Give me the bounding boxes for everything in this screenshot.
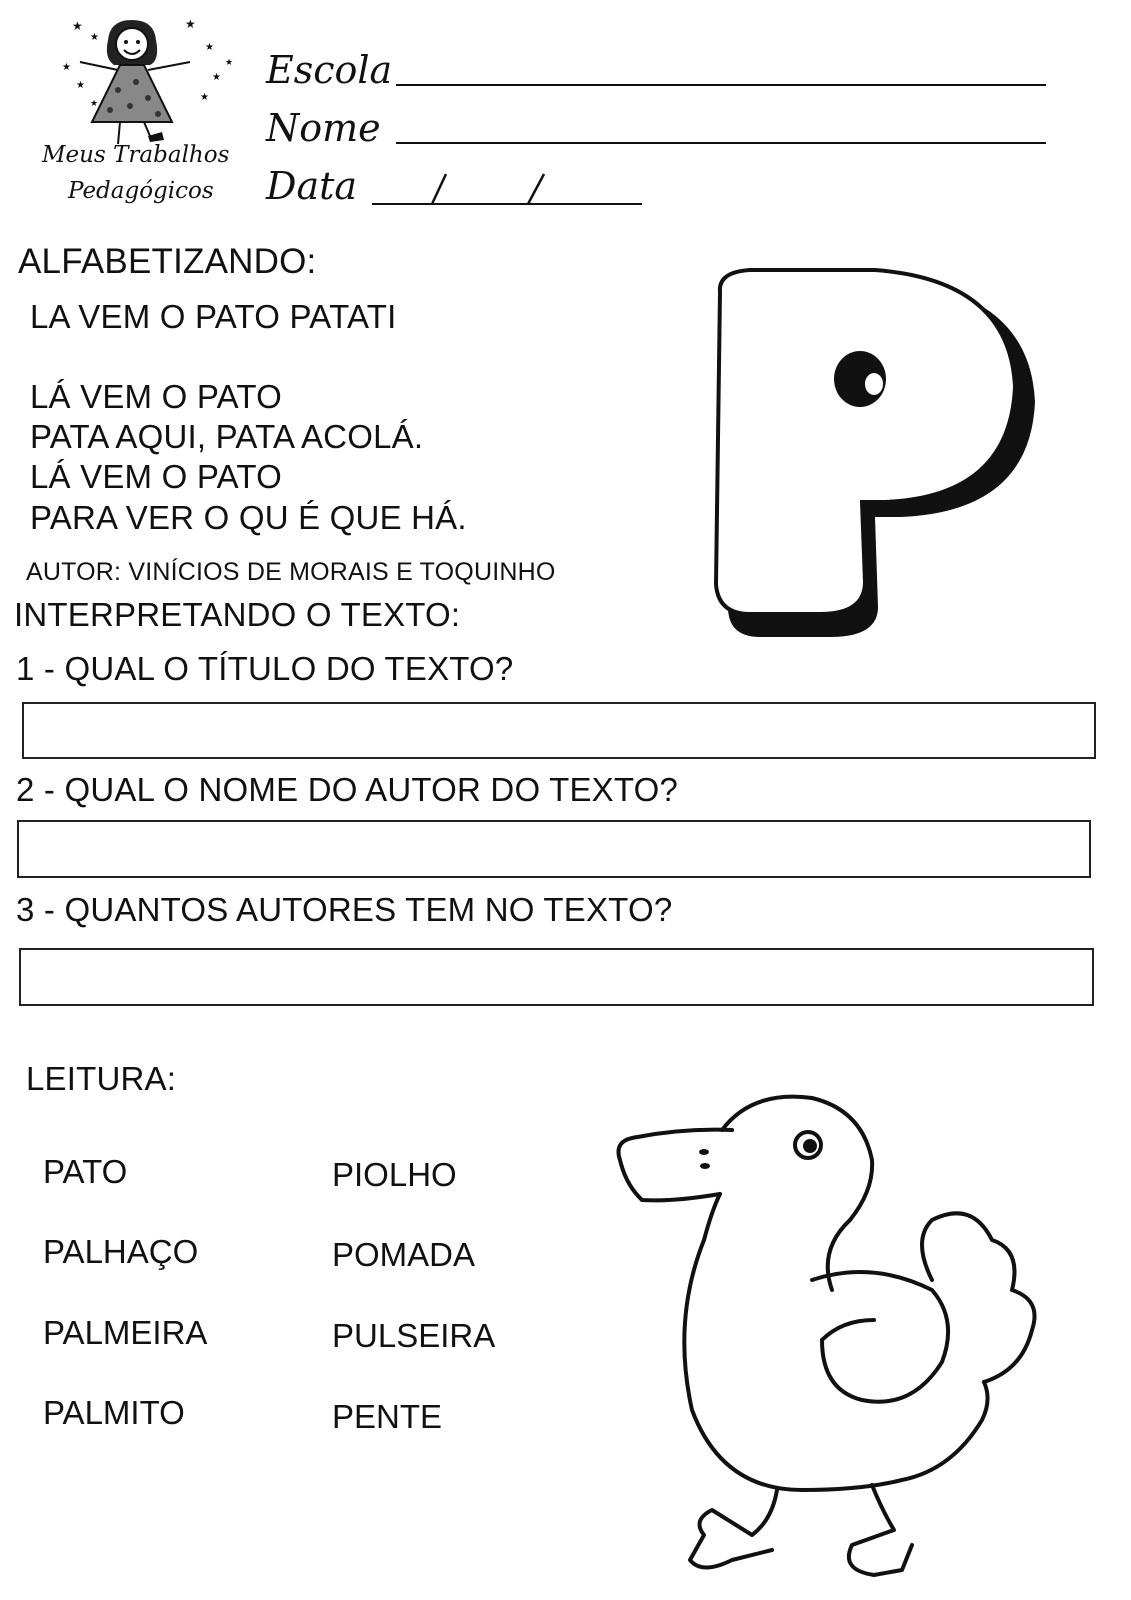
poem-title: LA VEM O PATO PATATI xyxy=(30,298,397,335)
question-2: 2 - QUAL O NOME DO AUTOR DO TEXTO? xyxy=(16,771,679,808)
svg-text:★: ★ xyxy=(62,62,71,73)
svg-text:★: ★ xyxy=(200,92,209,103)
poem-line: LÁ VEM O PATO xyxy=(30,378,283,415)
date-line[interactable] xyxy=(368,168,648,208)
answer-box-3[interactable] xyxy=(19,948,1094,1006)
answer-box-1[interactable] xyxy=(22,702,1096,759)
reading-word: PALHAÇO xyxy=(43,1233,199,1270)
svg-text:★: ★ xyxy=(225,57,234,67)
poem-line: LÁ VEM O PATO xyxy=(30,458,283,495)
reading-word: PULSEIRA xyxy=(332,1317,496,1354)
svg-text:★: ★ xyxy=(72,19,83,33)
svg-text:★: ★ xyxy=(90,98,99,108)
nome-label: Nome xyxy=(266,106,381,150)
reading-word: PIOLHO xyxy=(332,1156,457,1193)
svg-text:★: ★ xyxy=(76,80,85,91)
poem-line: PATA AQUI, PATA ACOLÁ. xyxy=(30,418,424,455)
question-3: 3 - QUANTOS AUTORES TEM NO TEXTO? xyxy=(16,891,673,928)
logo-text-line2: Pedagógicos xyxy=(68,178,214,204)
svg-text:★: ★ xyxy=(212,72,221,83)
reading-word: PALMITO xyxy=(43,1394,185,1431)
poem-author: AUTOR: VINÍCIOS DE MORAIS E TOQUINHO xyxy=(26,558,556,586)
logo-text-line1: Meus Trabalhos xyxy=(42,142,230,168)
svg-text:★: ★ xyxy=(90,32,99,43)
interpretation-title: INTERPRETANDO O TEXTO: xyxy=(14,596,461,633)
girl-illustration xyxy=(40,10,260,150)
escola-line[interactable] xyxy=(396,84,1046,86)
section-title: ALFABETIZANDO: xyxy=(18,242,317,281)
logo xyxy=(40,10,260,220)
reading-word: PATO xyxy=(43,1153,128,1190)
data-label: Data xyxy=(266,164,358,208)
question-1: 1 - QUAL O TÍTULO DO TEXTO? xyxy=(16,650,514,687)
reading-word: PENTE xyxy=(332,1398,443,1435)
duck-illustration xyxy=(612,1090,1092,1590)
poem-line: PARA VER O QU É QUE HÁ. xyxy=(30,499,467,536)
nome-line[interactable] xyxy=(396,142,1046,144)
reading-word: PALMEIRA xyxy=(43,1314,208,1351)
reading-title: LEITURA: xyxy=(26,1060,177,1097)
escola-label: Escola xyxy=(266,48,393,92)
letter-p-illustration xyxy=(700,262,1060,642)
reading-word: POMADA xyxy=(332,1236,476,1273)
svg-text:★: ★ xyxy=(205,42,214,53)
answer-box-2[interactable] xyxy=(17,820,1091,878)
svg-text:★: ★ xyxy=(185,17,196,31)
